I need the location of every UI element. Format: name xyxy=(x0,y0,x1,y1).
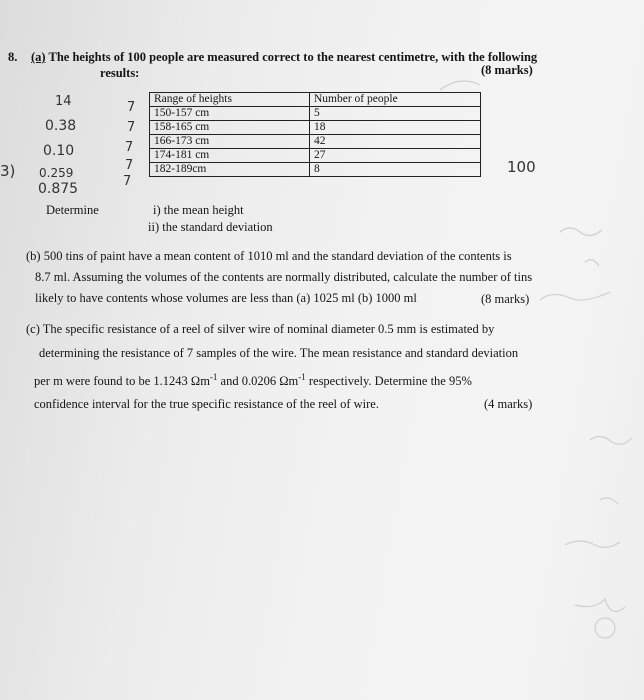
part-c-line: determining the resistance of 7 samples of the wire. The mean resistance and standard deviation xyxy=(39,346,519,360)
handwritten-value: 14 xyxy=(55,94,72,109)
faint-mark xyxy=(595,618,615,638)
faint-mark xyxy=(565,541,620,547)
table-header: Range of heights xyxy=(150,93,310,107)
handwritten-seven: 7 xyxy=(125,158,134,173)
question-number: 8. xyxy=(8,50,18,64)
faint-mark xyxy=(560,228,602,236)
faint-mark xyxy=(440,81,480,90)
part-c-marks: (4 marks) xyxy=(484,397,533,411)
part-b-line: 8.7 ml. Assuming the volumes of the contents are normally distributed, calculate the number of tins xyxy=(35,270,533,284)
table-cell: 166-173 cm xyxy=(150,135,310,149)
exponent: -1 xyxy=(209,372,218,382)
table-cell: 18 xyxy=(310,121,481,135)
handwritten-value: 0.259 xyxy=(39,166,74,180)
handwritten-seven: 7 xyxy=(127,120,136,135)
faint-mark xyxy=(585,260,599,266)
respectively-text: respectively. Determine the 95% xyxy=(305,374,472,389)
table-cell: 150-157 cm xyxy=(150,107,310,121)
table-cell: 42 xyxy=(310,135,481,149)
part-c-line: confidence interval for the true specific resistance of the reel of wire. xyxy=(34,397,379,411)
faint-mark xyxy=(600,498,618,504)
table-header: Number of people xyxy=(310,93,481,107)
table-cell: 158-165 cm xyxy=(150,121,310,135)
mean-resistance-text: per m were found to be 1.1243 Ωm xyxy=(34,374,210,389)
handwritten-seven: 7 xyxy=(125,140,134,155)
handwritten-total: 100 xyxy=(507,158,536,176)
std-deviation-text: and 0.0206 Ωm xyxy=(217,374,299,389)
task-standard-deviation: ii) the standard deviation xyxy=(148,220,273,234)
handwritten-seven: 7 xyxy=(123,174,132,189)
part-b-line: (b) 500 tins of paint have a mean content of 1010 ml and the standard deviation of the contents is xyxy=(26,249,512,263)
handwritten-value: 0.875 xyxy=(38,181,79,197)
handwritten-value: 0.10 xyxy=(43,143,75,159)
table-cell: 5 xyxy=(310,107,481,121)
handwritten-seven: 7 xyxy=(127,100,136,115)
part-b-line: likely to have contents whose volumes are less than (a) 1025 ml (b) 1000 ml xyxy=(35,291,417,305)
faint-mark xyxy=(590,436,632,444)
exponent: -1 xyxy=(298,372,306,382)
part-a-label: (a) xyxy=(31,50,46,64)
part-a-marks: (8 marks) xyxy=(481,63,533,77)
table-cell: 174-181 cm xyxy=(150,149,310,163)
table-cell: 182-189cm xyxy=(150,163,310,177)
table-cell: 27 xyxy=(310,149,481,163)
task-mean-height: i) the mean height xyxy=(153,203,244,217)
faint-mark xyxy=(575,599,625,612)
determine-label: Determine xyxy=(46,203,99,217)
part-b-marks: (8 marks) xyxy=(481,292,530,306)
handwritten-value: 0.38 xyxy=(45,118,77,134)
part-c-line: (c) The specific resistance of a reel of silver wire of nominal diameter 0.5 mm is estimated by xyxy=(26,322,495,336)
handwritten-bracket: 3) xyxy=(0,162,16,180)
table-cell: 8 xyxy=(310,163,481,177)
faint-mark xyxy=(540,292,610,300)
part-a-results-label: results: xyxy=(100,66,140,80)
part-a-intro: The heights of 100 people are measured correct to the nearest centimetre, with the following xyxy=(48,50,538,64)
